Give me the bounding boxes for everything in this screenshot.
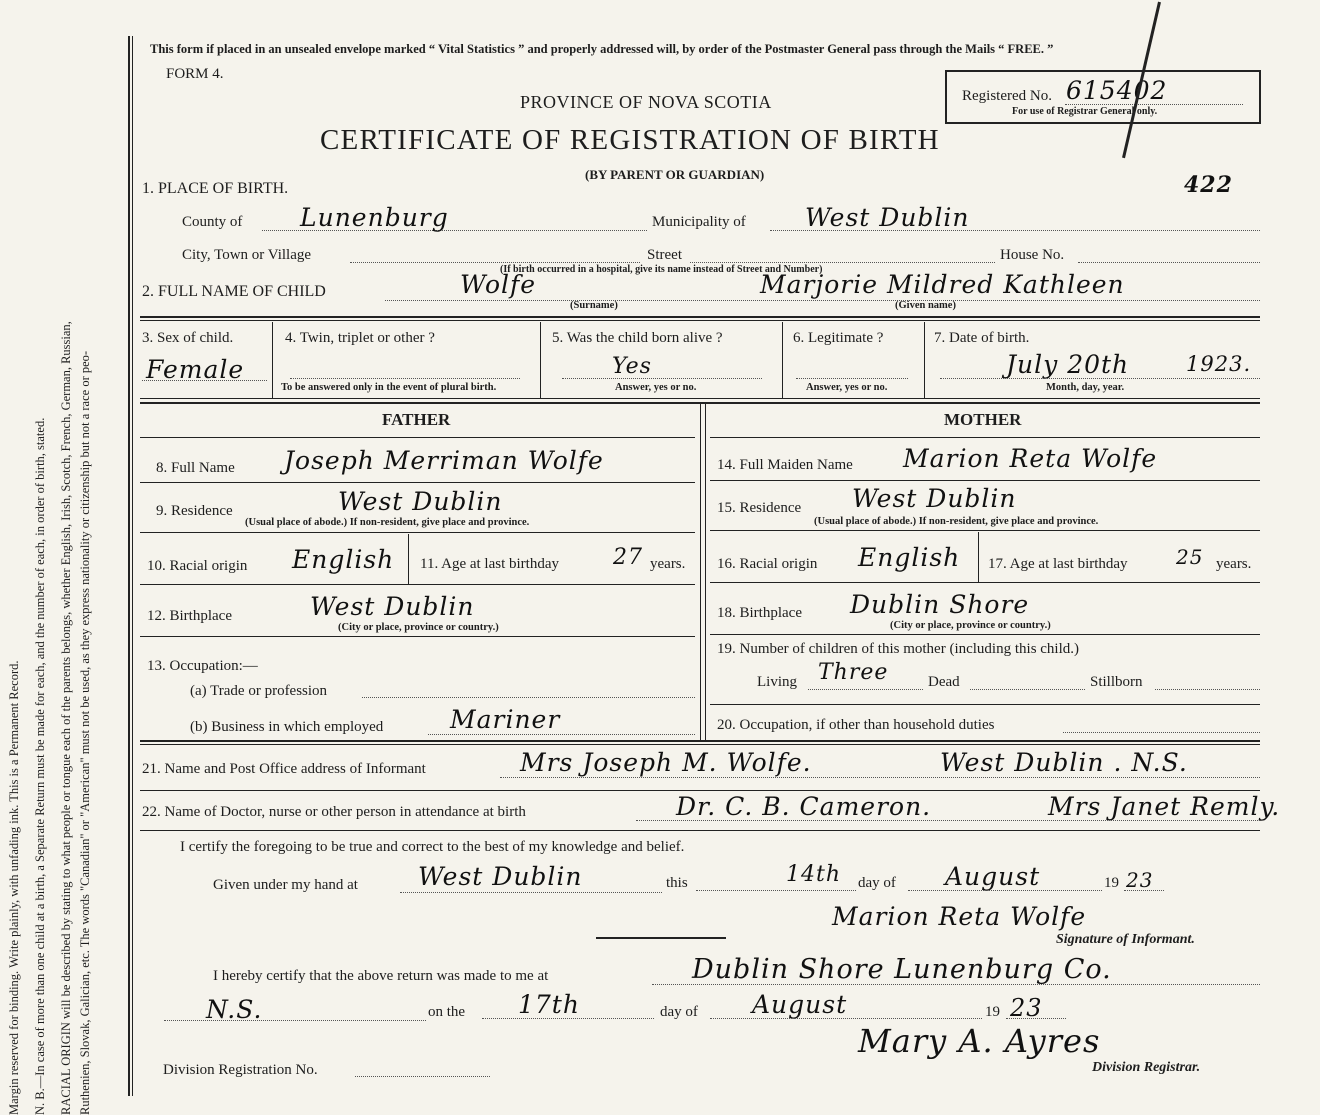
rule-f — [140, 744, 1260, 745]
living-value: Three — [818, 660, 889, 685]
mother-birthplace-label: 18. Birthplace — [717, 605, 802, 621]
children-count-label: 19. Number of children of this mother (including this child.) — [717, 641, 1080, 657]
house-label: House No. — [1000, 247, 1065, 263]
certify-statement: I certify the foregoing to be true and correct to the best of my knowledge and belief. — [180, 839, 685, 855]
mother-residence-note: (Usual place of abode.) If non-resident, give place and province. — [814, 516, 1099, 527]
mother-age-value: 25 — [1176, 545, 1204, 569]
mother-residence-value: West Dublin — [852, 484, 1017, 513]
registrar-signature-label: Division Registrar. — [1092, 1060, 1201, 1075]
city-dots — [350, 262, 640, 263]
doctor-value-2: Mrs Janet Remly. — [1048, 792, 1281, 821]
registered-label: Registered No. — [962, 88, 1052, 104]
alive-label: 5. Was the child born alive ? — [552, 330, 723, 346]
given-under-label: Given under my hand at — [213, 877, 358, 893]
legitimate-note: Answer, yes or no. — [806, 382, 888, 393]
cert-day-value: 14th — [786, 862, 842, 887]
margin-line-1: Margin reserved for binding. Write plainly, with unfading ink. This is a Permanent Record. — [7, 660, 21, 1115]
corner-mark: 422 — [1184, 172, 1233, 198]
place-section-label: 1. PLACE OF BIRTH. — [142, 180, 289, 197]
registrar-year-prefix: 19 — [985, 1004, 1000, 1020]
dob-label: 7. Date of birth. — [934, 330, 1030, 346]
col-divider-3 — [782, 322, 783, 398]
child-name-dots — [385, 300, 1260, 301]
stillborn-label: Stillborn — [1090, 674, 1143, 690]
province-heading: PROVINCE OF NOVA SCOTIA — [520, 92, 772, 112]
father-racial-label: 10. Racial origin — [147, 558, 248, 574]
registrar-place-dots — [652, 984, 1260, 985]
mother-years: years. — [1216, 556, 1252, 572]
father-occupation-label: 13. Occupation:— — [147, 658, 258, 674]
child-name-label: 2. FULL NAME OF CHILD — [142, 283, 326, 300]
doctor-value-1: Dr. C. B. Cameron. — [676, 792, 932, 821]
registrar-place-value: Dublin Shore Lunenburg Co. — [692, 954, 1112, 985]
given-place-dots — [400, 892, 662, 893]
father-birthplace-value: West Dublin — [310, 592, 475, 621]
registrar-day-value: 17th — [518, 990, 580, 1019]
mother-age-divider — [978, 532, 979, 582]
registrar-year-dots — [1006, 1018, 1066, 1019]
registrar-day-dots — [482, 1018, 654, 1019]
dead-label: Dead — [928, 674, 960, 690]
surname-caption: (Surname) — [570, 300, 618, 311]
sex-label: 3. Sex of child. — [142, 330, 234, 346]
rule-parents-head-m — [710, 437, 1260, 438]
rule-a — [140, 316, 1260, 318]
hospital-note: (If birth occurred in a hospital, give its name instead of Street and Number) — [500, 264, 823, 275]
child-surname: Wolfe — [460, 270, 537, 299]
registered-number: 615402 — [1066, 76, 1168, 105]
business-value: Mariner — [450, 705, 561, 734]
rule-f3 — [140, 584, 695, 585]
legitimate-label: 6. Legitimate ? — [793, 330, 884, 346]
dob-dots — [940, 378, 1260, 379]
mail-notice: This form if placed in an unsealed envelope marked “ Vital Statistics ” and properly addressed will, by order of the Postmaster General pass through the Mails “ FREE. ” — [150, 42, 1054, 56]
cert-month-dots — [908, 890, 1102, 891]
margin-rule-inner — [132, 36, 133, 1096]
cert-month-value: August — [945, 862, 1041, 891]
twin-dots — [290, 378, 520, 379]
business-dots — [428, 734, 695, 735]
mother-racial-label: 16. Racial origin — [717, 556, 818, 572]
given-name-caption: (Given name) — [895, 300, 956, 311]
father-racial-value: English — [292, 545, 395, 574]
col-divider-1 — [272, 322, 273, 398]
stillborn-dots — [1155, 689, 1260, 690]
rule-g — [140, 790, 1260, 791]
rule-parents-head — [140, 437, 695, 438]
sex-dots — [142, 380, 267, 381]
informant-label: 21. Name and Post Office address of Informant — [142, 761, 426, 777]
dob-value: July 20th — [1006, 350, 1130, 379]
alive-value: Yes — [612, 354, 652, 379]
street-label: Street — [647, 247, 682, 263]
mother-birthplace-note: (City or place, province or country.) — [890, 620, 1051, 631]
doctor-dots — [636, 820, 1260, 821]
informant-dots — [500, 777, 1260, 778]
father-age-divider — [408, 534, 409, 584]
rule-h — [140, 830, 1260, 831]
father-name-label: 8. Full Name — [156, 460, 235, 476]
doctor-label: 22. Name of Doctor, nurse or other person in attendance at birth — [142, 804, 526, 820]
registrar-ns-dots — [164, 1020, 426, 1021]
mother-racial-value: English — [858, 543, 961, 572]
rule-f1 — [140, 482, 695, 483]
rule-c — [140, 398, 1260, 399]
registrar-day-of-label: day of — [660, 1004, 698, 1020]
parents-divider-2 — [705, 404, 706, 740]
child-given-name: Marjorie Mildred Kathleen — [760, 270, 1125, 299]
margin-line-4: Ruthenien, Slovak, Galician, etc. The words "Canadian" or "American" must not be used, as they express nationality or citizenship but not a race or peo- — [78, 350, 92, 1115]
mother-residence-label: 15. Residence — [717, 500, 802, 516]
informant-address-value: West Dublin . N.S. — [940, 748, 1188, 777]
signature-rule — [596, 937, 726, 939]
informant-name-value: Mrs Joseph M. Wolfe. — [520, 748, 812, 777]
father-residence-label: 9. Residence — [156, 503, 233, 519]
business-label: (b) Business in which employed — [190, 719, 384, 735]
col-divider-4 — [924, 322, 925, 398]
rule-f4 — [140, 636, 695, 637]
father-birthplace-note: (City or place, province or country.) — [338, 622, 499, 633]
father-residence-value: West Dublin — [338, 487, 503, 516]
trade-dots — [362, 697, 695, 698]
mother-age-label: 17. Age at last birthday — [988, 556, 1128, 572]
margin-instructions — [5, 55, 95, 1115]
living-label: Living — [757, 674, 797, 690]
registrar-month-dots — [710, 1018, 982, 1019]
dob-note: Month, day, year. — [1046, 382, 1125, 393]
rule-m1 — [710, 480, 1260, 481]
registered-dots — [1065, 104, 1243, 105]
trade-label: (a) Trade or profession — [190, 683, 328, 699]
father-heading: FATHER — [382, 410, 451, 429]
rule-m5 — [710, 704, 1260, 705]
county-label: County of — [182, 214, 243, 230]
cert-year-dots — [1124, 890, 1164, 891]
page-title: CERTIFICATE OF REGISTRATION OF BIRTH — [320, 124, 940, 156]
registrar-statement: I hereby certify that the above return was made to me at — [213, 968, 549, 984]
father-birthplace-label: 12. Birthplace — [147, 608, 232, 624]
mother-heading: MOTHER — [944, 410, 1022, 429]
cert-year-prefix: 19 — [1104, 875, 1119, 891]
division-registration-label: Division Registration No. — [163, 1062, 318, 1078]
rule-e — [140, 740, 1260, 742]
rule-b — [140, 320, 1260, 321]
street-dots — [690, 262, 995, 263]
mother-occupation-label: 20. Occupation, if other than household duties — [717, 717, 995, 733]
father-name-value: Joseph Merriman Wolfe — [284, 446, 604, 475]
col-divider-2 — [540, 322, 541, 398]
cert-day-of-label: day of — [858, 875, 896, 891]
municipality-label: Municipality of — [652, 214, 746, 230]
rule-m2 — [710, 530, 1260, 531]
father-age-label: 11. Age at last birthday — [420, 556, 559, 572]
sex-value: Female — [146, 355, 245, 384]
county-value: Lunenburg — [300, 203, 449, 232]
mother-occupation-dots — [1063, 732, 1260, 733]
rule-m3 — [710, 582, 1260, 583]
division-registration-dots — [355, 1076, 490, 1077]
municipality-value: West Dublin — [805, 203, 970, 232]
registrar-signature: Mary A. Ayres — [858, 1022, 1101, 1060]
registrar-on-label: on the — [428, 1004, 466, 1020]
registrar-year-value: 23 — [1010, 994, 1043, 1022]
given-place-value: West Dublin — [418, 862, 583, 891]
city-label: City, Town or Village — [182, 247, 312, 263]
father-years: years. — [650, 556, 686, 572]
mother-name-label: 14. Full Maiden Name — [717, 457, 853, 473]
dead-dots — [970, 689, 1085, 690]
alive-note: Answer, yes or no. — [615, 382, 697, 393]
house-dots — [1078, 262, 1260, 263]
rule-m4 — [710, 634, 1260, 635]
cert-day-dots — [696, 890, 856, 891]
twin-label: 4. Twin, triplet or other ? — [285, 330, 435, 346]
father-residence-note: (Usual place of abode.) If non-resident, give place and province. — [245, 517, 530, 528]
this-label: this — [666, 875, 688, 891]
registrar-use-note: For use of Registrar General only. — [1012, 106, 1158, 117]
living-dots — [808, 689, 923, 690]
page-subtitle: (BY PARENT OR GUARDIAN) — [585, 167, 765, 182]
informant-signature: Marion Reta Wolfe — [832, 902, 1087, 931]
alive-dots — [562, 378, 762, 379]
margin-line-2: N. B.—In case of more than one child at a birth, a Separate Return must be made for each, and the number of each, in order of birth, stated. — [33, 417, 47, 1115]
mother-birthplace-value: Dublin Shore — [850, 590, 1030, 619]
rule-f2 — [140, 532, 695, 533]
legitimate-dots — [796, 378, 908, 379]
registrar-month-value: August — [752, 990, 848, 1019]
mother-name-value: Marion Reta Wolfe — [903, 444, 1158, 473]
dob-year: 1923. — [1186, 352, 1252, 376]
parents-divider — [700, 404, 701, 740]
cert-year-value: 23 — [1126, 868, 1154, 892]
twin-note: To be answered only in the event of plural birth. — [281, 382, 497, 393]
form-number: FORM 4. — [166, 66, 224, 82]
margin-rule — [128, 36, 130, 1096]
informant-signature-label: Signature of Informant. — [1056, 932, 1195, 947]
registrar-place-value-2: N.S. — [206, 995, 263, 1024]
father-age-value: 27 — [613, 545, 643, 570]
margin-line-3: RACIAL ORIGIN will be described by stating to what people or tongue each of the parents belongs, whether English, Irish, Scotch, French, German, Russian, — [59, 321, 73, 1115]
